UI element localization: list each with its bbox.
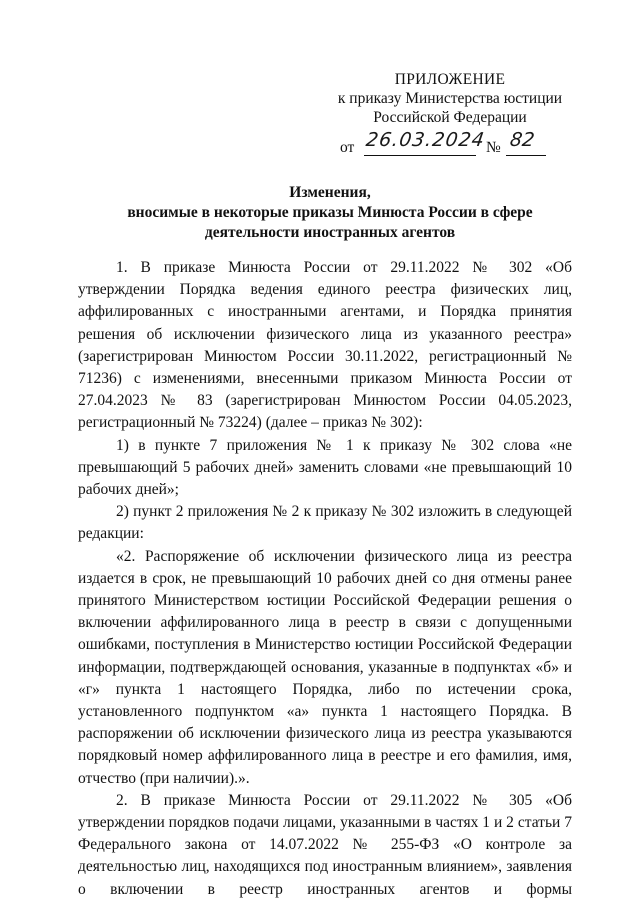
paragraph-5: 2. В приказе Минюста России от 29.11.2022 № 305 «Об утверждении порядков подачи лицами, указанными в частях 1 и 2 статьи 7 Федерального закона от 14.07.2022 № 255-ФЗ «О контроле за деятельностью лиц, находящихся под иностранным влиянием», заявления о включении в реестр иностранных агентов и формы [78,791,572,898]
paragraph-3: 2) пункт 2 приложения № 2 к приказу № 302 изложить в следующей редакции: [78,503,572,543]
appendix-title: ПРИЛОЖЕНИЕ [394,71,506,88]
date-prefix: от [340,139,355,156]
date-underline [364,155,476,156]
handwritten-date: 26.03.2024 [364,129,487,151]
number-underline [506,155,546,156]
paragraph-4: «2. Распоряжение об исключении физического лица из реестра издается в срок, не превышающий 10 рабочих дней со дня отмены ранее принятого Министерством юстиции Российской Федерации решения о включении аффилированного лица в реестр в связи с допущенными ошибками, поступления в Министерство юстиции Российской Федерации информации, подтверждающей основания, указанные в подпунктах «б» и «г» пункта 1 настоящего Порядка, либо по истечении срока, установленного подпунктом «а» пункта 1 настоящего Порядка. В распоряжении об исключении физического лица из реестра указываются порядковый номер аффилированного лица в реестре и его фамилия, имя, отчество (при наличии).». [78,547,572,787]
heading-line-1: Изменения, [289,184,371,201]
appendix-ministry-line: Российской Федерации [373,109,527,126]
number-prefix: № [486,139,501,156]
appendix-order-line: к приказу Министерства юстиции [337,90,563,107]
appendix-block [330,70,570,157]
appendix-date-number-line [330,129,570,157]
heading-line-3: деятельности иностранных агентов [204,224,456,241]
document-heading [80,183,580,243]
heading-line-2: вносимые в некоторые приказы Минюста России в сфере [127,204,533,221]
paragraph-1: 1. В приказе Минюста России от 29.11.2022 № 302 «Об утверждении Порядка ведения единого реестра физических лиц, аффилированных с иностранными агентами, и Порядка принятия решения об исключении физического лица из указанного реестра» (зарегистрирован Минюстом России 30.11.2022, регистрационный № 71236) с изменениями, внесенными приказом Минюста России от 27.04.2023 № 83 (зарегистрирован Минюстом России 04.05.2023, регистрационный № 73224) (далее – приказ № 302): [78,259,572,432]
paragraph-2: 1) в пункте 7 приложения № 1 к приказу № 302 слова «не превышающий 5 рабочих дней» заменить словами «не превышающий 10 рабочих дней»; [78,436,572,499]
handwritten-number: 82 [508,129,536,151]
document-body [78,257,572,901]
